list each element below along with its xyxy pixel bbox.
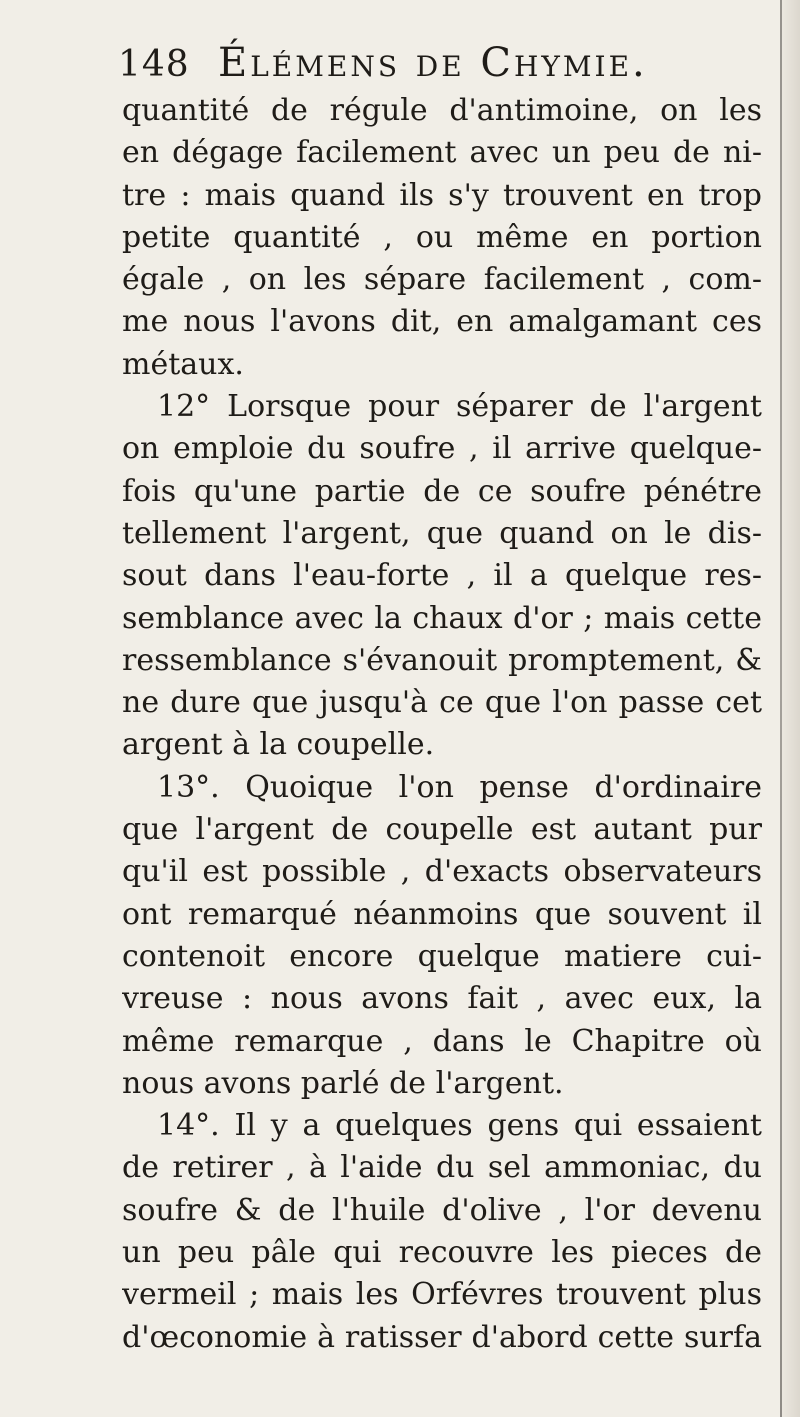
text-line: ressemblance s'évanouit promptement, & xyxy=(122,642,762,678)
text-line: qu'il est possible , d'exacts observateurs xyxy=(122,854,762,890)
text-line: un peu pâle qui recouvre les pieces de xyxy=(122,1235,762,1271)
text-line: nous avons parlé de l'argent. xyxy=(122,1065,564,1101)
page-edge-shadow xyxy=(782,0,800,1417)
text-line: argent à la coupelle. xyxy=(122,727,435,763)
text-line: d'œconomie à ratisser d'abord cette surfa xyxy=(122,1319,762,1355)
paragraph-14-start: 14°. Il y a quelques gens qui essaient xyxy=(157,1108,762,1144)
page-number: 148 xyxy=(118,44,190,85)
text-line: ne dure que jusqu'à ce que l'on passe cet xyxy=(122,685,762,721)
text-line: métaux. xyxy=(122,346,244,382)
running-title: Élémens de Chymie. xyxy=(218,40,648,86)
body-text xyxy=(122,90,762,1359)
running-header xyxy=(118,40,718,90)
text-line: petite quantité , ou même en portion xyxy=(122,219,762,255)
text-line: de retirer , à l'aide du sel ammoniac, du xyxy=(122,1150,762,1186)
text-line: tre : mais quand ils s'y trouvent en trop xyxy=(122,177,762,213)
page-edge-line xyxy=(780,0,782,1417)
paragraph-12-start: 12° Lorsque pour séparer de l'argent xyxy=(157,389,762,425)
text-line: sout dans l'eau-forte , il a quelque res- xyxy=(122,558,762,594)
text-line: semblance avec la chaux d'or ; mais cette xyxy=(122,600,762,636)
text-line: tellement l'argent, que quand on le dis- xyxy=(122,515,762,551)
text-line: fois qu'une partie de ce soufre pénétre xyxy=(122,473,762,509)
text-line: vermeil ; mais les Orfévres trouvent plus xyxy=(122,1277,762,1313)
text-line: que l'argent de coupelle est autant pur xyxy=(122,812,762,848)
text-line: quantité de régule d'antimoine, on les xyxy=(122,93,762,128)
text-line: même remarque , dans le Chapitre où xyxy=(122,1023,762,1059)
text-line: on emploie du soufre , il arrive quelque- xyxy=(122,431,762,467)
text-line: soufre & de l'huile d'olive , l'or devenu xyxy=(122,1192,762,1228)
text-line: égale , on les sépare facilement , com- xyxy=(122,262,762,298)
text-line: en dégage facilement avec un peu de ni- xyxy=(122,135,762,171)
paragraph-13-start: 13°. Quoique l'on pense d'ordinaire xyxy=(157,769,762,805)
text-line: me nous l'avons dit, en amalgamant ces xyxy=(122,304,762,340)
text-line: contenoit encore quelque matiere cui- xyxy=(122,938,762,974)
text-line: vreuse : nous avons fait , avec eux, la xyxy=(122,981,762,1017)
text-line: ont remarqué néanmoins que souvent il xyxy=(122,896,762,932)
